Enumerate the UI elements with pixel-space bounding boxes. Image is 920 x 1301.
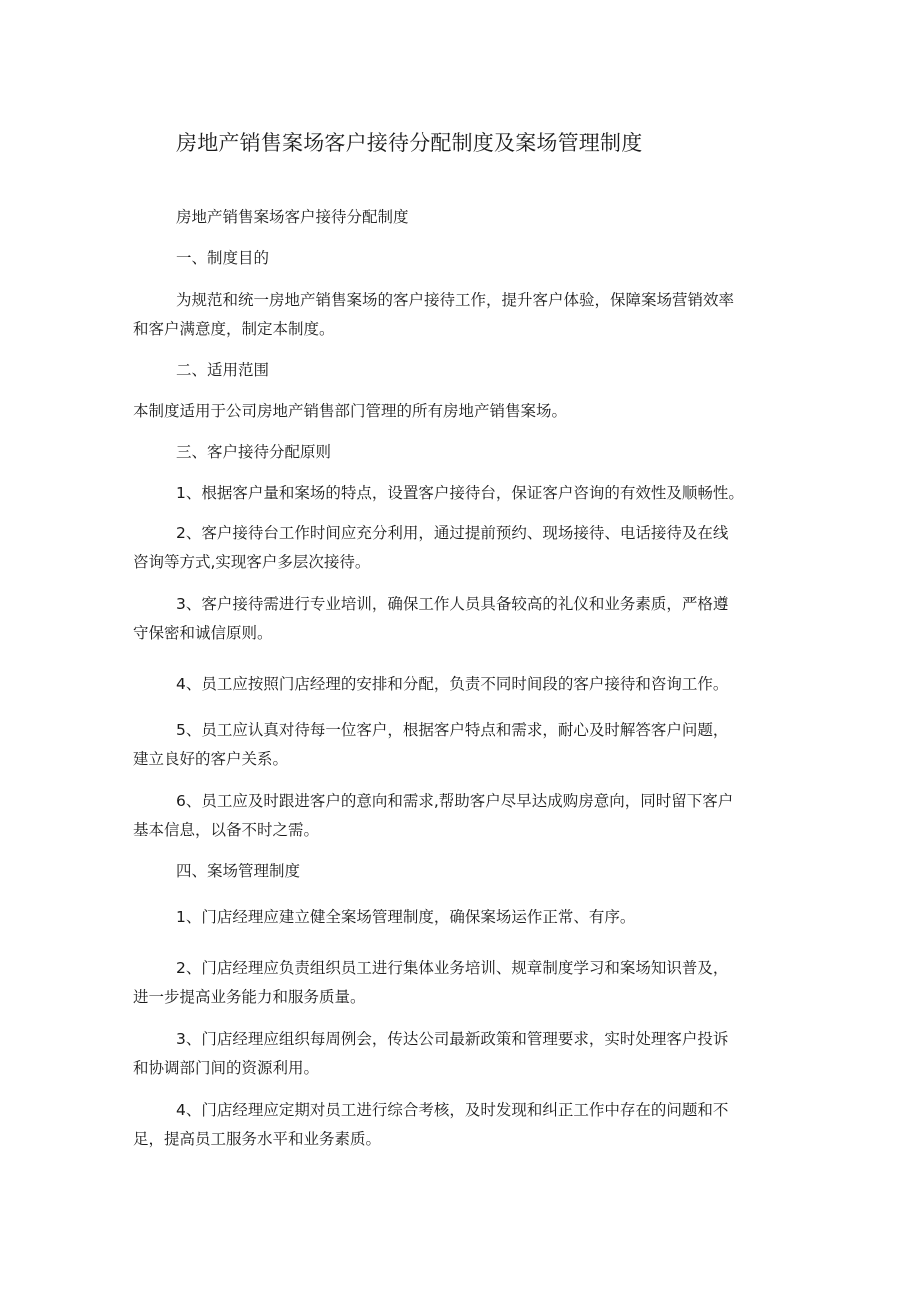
section-2-heading: 二、适用范围 [176, 361, 270, 379]
section-4-item-3-line-1: 3、门店经理应组织每周例会，传达公司最新政策和管理要求，实时处理客户投诉 [176, 1030, 729, 1048]
section-3-heading: 三、客户接待分配原则 [176, 443, 332, 461]
section-4-item-3-line-2: 和协调部门间的资源利用。 [133, 1059, 320, 1077]
section-4-item-2-line-2: 进一步提高业务能力和服务质量。 [133, 988, 366, 1006]
section-3-item-4: 4、员工应按照门店经理的安排和分配，负责不同时间段的客户接待和咨询工作。 [176, 675, 729, 693]
section-4-item-4-line-2: 足，提高员工服务水平和业务素质。 [133, 1130, 382, 1148]
section-1-para-line-1: 为规范和统一房地产销售案场的客户接待工作，提升客户体验，保障案场营销效率 [176, 291, 735, 309]
section-1-heading: 一、制度目的 [176, 249, 270, 267]
section-1-para-line-2: 和客户满意度，制定本制度。 [133, 320, 335, 338]
section-4-item-1: 1、门店经理应建立健全案场管理制度，确保案场运作正常、有序。 [176, 908, 636, 926]
section-3-item-5-line-2: 建立良好的客户关系。 [133, 750, 289, 768]
section-3-item-5-line-1: 5、员工应认真对待每一位客户，根据客户特点和需求，耐心及时解答客户问题， [176, 721, 729, 739]
section-2-para: 本制度适用于公司房地产销售部门管理的所有房地产销售案场。 [133, 402, 568, 420]
section-3-item-3-line-1: 3、客户接待需进行专业培训，确保工作人员具备较高的礼仪和业务素质，严格遵 [176, 595, 729, 613]
subtitle: 房地产销售案场客户接待分配制度 [176, 208, 409, 226]
section-3-item-1: 1、根据客户量和案场的特点，设置客户接待台，保证客户咨询的有效性及顺畅性。 [176, 484, 744, 502]
section-4-item-4-line-1: 4、门店经理应定期对员工进行综合考核，及时发现和纠正工作中存在的问题和不 [176, 1101, 729, 1119]
section-4-item-2-line-1: 2、门店经理应负责组织员工进行集体业务培训、规章制度学习和案场知识普及， [176, 959, 729, 977]
section-3-item-3-line-2: 守保密和诚信原则。 [133, 624, 273, 642]
section-3-item-2-line-1: 2、客户接待台工作时间应充分利用，通过提前预约、现场接待、电话接待及在线 [176, 524, 729, 542]
section-3-item-6-line-1: 6、员工应及时跟进客户的意向和需求,帮助客户尽早达成购房意向，同时留下客户 [176, 792, 734, 810]
section-3-item-6-line-2: 基本信息，以备不时之需。 [133, 821, 320, 839]
document-title: 房地产销售案场客户接待分配制度及案场管理制度 [176, 131, 643, 155]
section-3-item-2-line-2: 咨询等方式,实现客户多层次接待。 [133, 553, 371, 571]
section-4-heading: 四、案场管理制度 [176, 862, 301, 880]
